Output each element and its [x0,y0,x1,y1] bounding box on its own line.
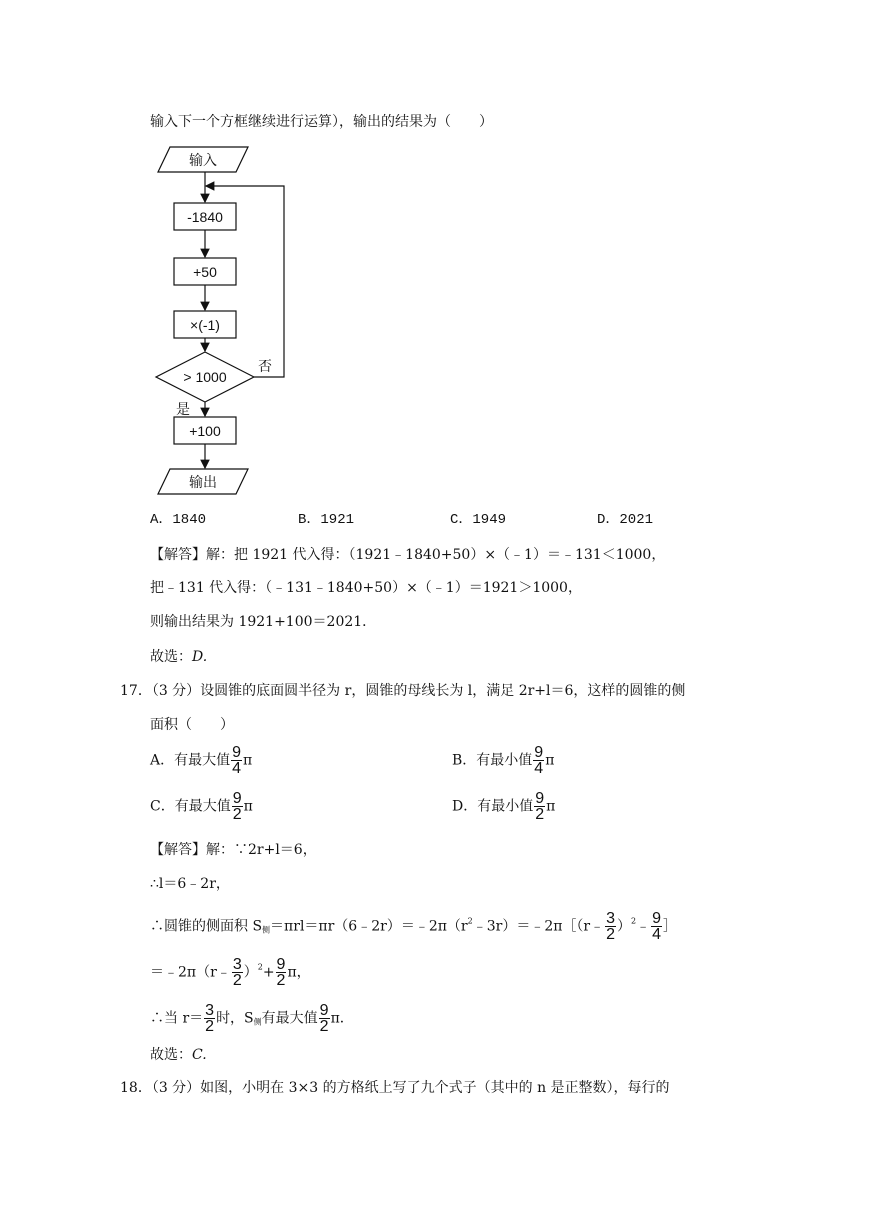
q16-answer-line-1 [150,545,665,565]
q17-answer-line-3: ∴圆锥的侧面积 $S_侧=\pi rl=\pi r(6﹣2r)=﹣2\pi(r^2﹣3r)=﹣2\pi[(r﹣$ $\frac{3}{2}$ ）$^2$﹣ $\frac{9}{4}$ ］ [150,910,678,943]
fraction: $\frac{9}{4}$ [652,910,662,943]
choice-value: D. [192,649,208,665]
q16-option-a: A．1840 [150,512,207,528]
flow-condition [156,352,254,402]
pi-symbol: π [546,798,556,815]
option-label: A．有最大值 [150,752,231,769]
flow-input-label: 输入 [189,152,217,168]
flow-box-2-label: +50 [193,264,217,280]
pi-symbol: π [545,752,555,769]
flow-box-2 [174,258,236,285]
q17-answer-line-2: ∴l＝6﹣2r， [150,876,230,892]
q17-answer-line-5: ∴当 r＝ $\frac{3}{2}$ 时，$S_侧$有最大值 $\frac{9}{2}$ π． [150,1002,354,1035]
q16-option-d: D．2021 [597,512,654,528]
q16-choice-line [150,647,207,667]
q18-stem-line-1 [120,1078,670,1098]
choice-prefix: 故选： [150,649,192,665]
flow-yes-label: 是 [176,401,190,417]
flow-box-4-label: +100 [189,423,221,439]
q16-answer-line-2: 把﹣131 代入得：（﹣131﹣1840+50）×（﹣1）＝1921＞1000， [150,580,582,596]
q16-answer-line-3: 则输出结果为 1921+100＝2021． [150,614,377,630]
option-label: B．有最小值 [452,752,533,769]
q17-option-d [452,791,555,822]
flow-box-1-label: -1840 [187,209,223,225]
flow-no-label: 否 [258,358,272,374]
answer-text: 解：∵2r+l＝6， [206,842,317,858]
q17-answer-line-1 [150,840,317,860]
pi-symbol: π [243,752,253,769]
fraction: $\frac{9}{2}$ [535,790,545,823]
flow-box-3 [174,311,236,338]
answer-tag: 【解答】 [150,842,206,858]
fraction: $\frac{9}{4}$ [232,744,242,777]
flow-input [158,147,248,172]
flow-box-1 [174,203,236,230]
intro-line: 输入下一个方框继续进行运算），输出的结果为（ ） [150,114,493,130]
option-label: C．有最大值 [150,798,231,815]
question-number: 17． [120,683,152,699]
q17-choice-line [150,1045,207,1065]
option-label: D．有最小值 [452,798,534,815]
answer-tag: 【解答】 [150,547,206,563]
pi-symbol: π [243,798,253,815]
question-number: 18． [120,1080,152,1096]
q17-option-b [452,745,554,776]
q17-answer-line-4: ＝﹣2π（r﹣ $\frac{3}{2}$ ）$^2$+ $\frac{9}{2}$ π， [150,956,311,989]
flow-box-4 [174,417,236,444]
q16-option-c: C．1949 [450,512,507,528]
flowchart [150,140,310,500]
fraction: $\frac{3}{2}$ [205,1002,215,1035]
answer-text: 解：把 1921 代入得：（1921﹣1840+50）×（﹣1）＝﹣131＜1000， [206,547,666,563]
fraction: $\frac{9}{2}$ [276,956,286,989]
question-stem: （3 分）如图，小明在 3×3 的方格纸上写了九个式子（其中的 n 是正整数），每行的 [151,1080,670,1096]
fraction: $\frac{9}{4}$ [534,744,544,777]
question-stem: （3 分）设圆锥的底面圆半径为 r，圆锥的母线长为 l，满足 2r+l＝6，这样的圆锥的侧 [151,683,686,699]
q17-option-a [150,745,252,776]
q17-stem-line-1 [120,681,685,701]
choice-prefix: 故选： [150,1047,192,1063]
flow-output-label: 输出 [189,474,217,490]
flow-box-3-label: ×(-1) [190,317,220,333]
q17-stem-line-2: 面积（ ） [150,717,234,733]
flow-output [158,469,248,494]
fraction: $\frac{3}{2}$ [232,956,242,989]
q16-option-b: B．1921 [298,512,355,528]
fraction: $\frac{9}{2}$ [232,790,242,823]
choice-value: C. [192,1047,207,1063]
flow-condition-label: > 1000 [183,369,227,385]
q17-option-c [150,791,253,822]
fraction: $\frac{9}{2}$ [319,1002,329,1035]
fraction: $\frac{3}{2}$ [606,910,616,943]
